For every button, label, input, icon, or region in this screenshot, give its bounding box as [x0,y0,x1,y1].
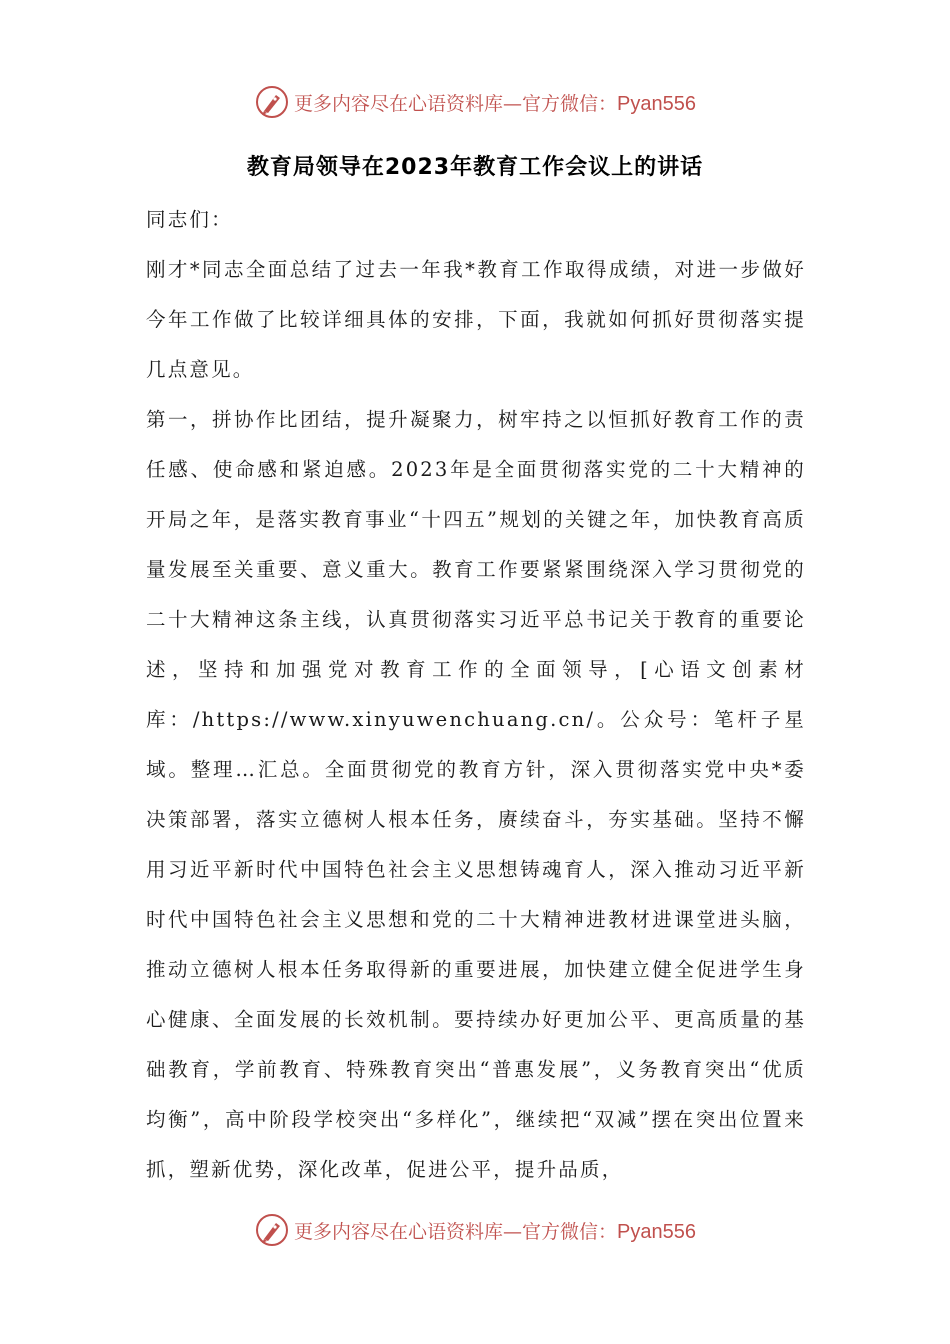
wechat-handle: Pyan556 [617,92,696,115]
wechat-handle: Pyan556 [617,1220,696,1243]
banner-text: 更多内容尽在心语资料库—官方微信：Pyan556 [294,92,696,115]
document-title: 教育局领导在2023年教育工作会议上的讲话 [246,155,704,180]
document-body [146,195,806,1195]
pen-nib-logo-icon [254,84,290,120]
salutation-paragraph: 同志们： [146,208,233,231]
banner-text: 更多内容尽在心语资料库—官方微信：Pyan556 [294,1220,696,1243]
point-one-paragraph: 第一，拼协作比团结，提升凝聚力，树牢持之以恒抓好教育工作的责任感、使命感和紧迫感。2023年是全面贯彻落实党的二十大精神的开局之年，是落实教育事业“十四五”规划的关键之年，加快教育高质量发展至关重要、意义重大。教育工作要紧紧围绕深入学习贯彻党的二十大精神这条主线，认真贯彻落实习近平总书记关于教育的重要论述，坚持和加强党对教育工作的全面领导，[心语文创素材库：/https://www.xinyuwenchuang.cn/。公众号：笔杆子星域。整理…汇总。全面贯彻党的教育方针，深入贯彻落实党中央*委决策部署，落实立德树人根本任务，赓续奋斗，夯实基础。坚持不懈用习近平新时代中国特色社会主义思想铸魂育人，深入推动习近平新时代中国特色社会主义思想和党的二十大精神进教材进课堂进头脑，推动立德树人根本任务取得新的重要进展，加快建立健全促进学生身心健康、全面发展的长效机制。要持续办好更加公平、更高质量的基础教育，学前教育、特殊教育突出“普惠发展”，义务教育突出“优质均衡”，高中阶段学校突出“多样化”，继续把“双减”摆在突出位置来抓，塑新优势，深化改革，促进公平，提升品质， [146,408,806,1181]
intro-paragraph: 刚才*同志全面总结了过去一年我*教育工作取得成绩，对进一步做好今年工作做了比较详细具体的安排，下面，我就如何抓好贯彻落实提几点意见。 [146,258,806,381]
header-banner [0,80,950,124]
footer-banner [0,1208,950,1252]
pen-nib-logo-icon [254,1212,290,1248]
